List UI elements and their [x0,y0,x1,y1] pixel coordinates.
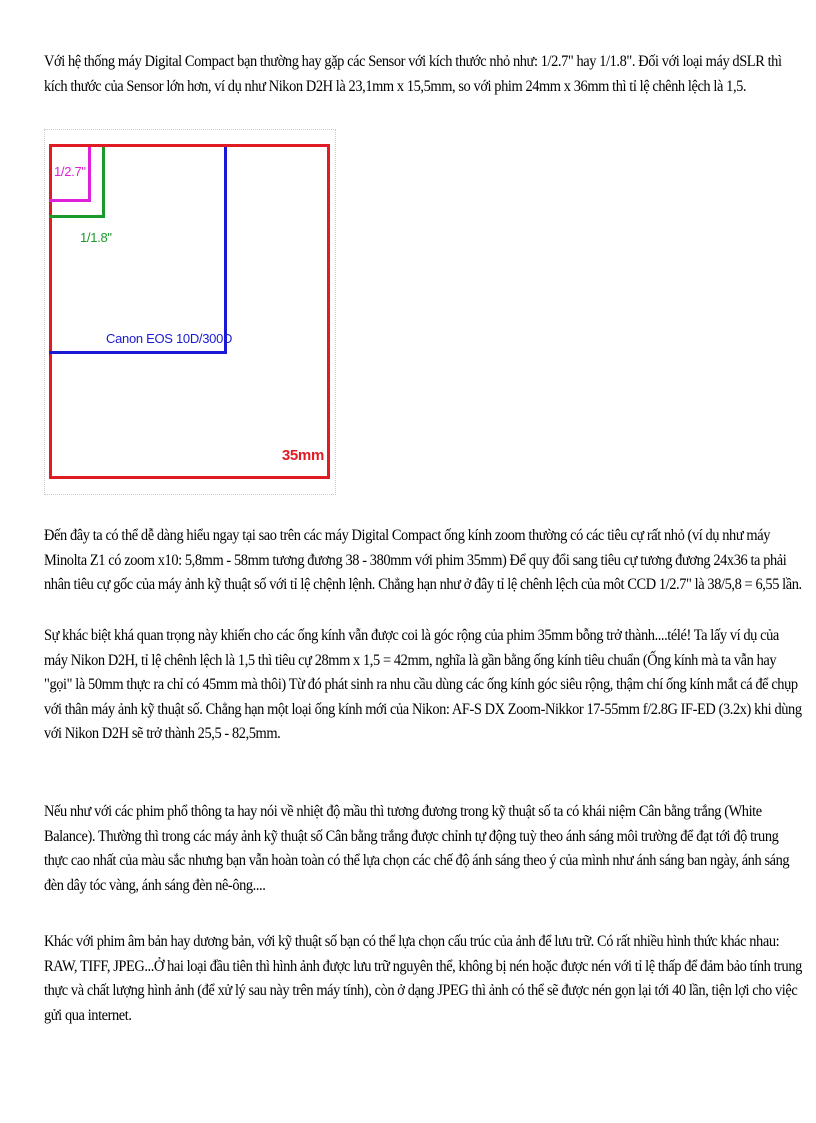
paragraph-focal-length: Đến đây ta có thể dễ dàng hiểu ngay tại sao trên các máy Digital Compact ống kính zoom thường có các tiêu cự rất nhỏ (ví dụ như máy Minolta Z1 có zoom x10: 5,8mm - 58mm tương đương 38 - 380mm với phim 35mm) Để quy đổi sang tiêu cự tương đương 24x36 ta phải nhân tiêu cự gốc của máy ảnh kỹ thuật số với tỉ lệ chệnh lệnh. Chẳng hạn như ở đây tỉ lệ chênh lệch của môt CCD 1/2.7" là 38/5,8 = 6,55 lần. [44,527,802,593]
label-canon-eos: Canon EOS 10D/300D [106,331,233,346]
label-1-1-8: 1/1.8" [80,230,112,245]
paragraph-sensor-sizes: Với hệ thống máy Digital Compact bạn thường hay gặp các Sensor với kích thước nhỏ như: 1/2.7" hay 1/1.8". Đối với loại máy dSLR thì kích thước của Sensor lớn hơn, ví dụ như Nikon D2H là 23,1mm x 15,5mm, so với phim 24mm x 36mm thì tỉ lệ chênh lệch là 1,5. [44,53,782,95]
paragraph-file-formats: Khác với phim âm bản hay dương bản, với kỹ thuật số bạn có thể lựa chọn cấu trúc của ảnh để lưu trữ. Có rất nhiều hình thức khác nhau: RAW, TIFF, JPEG...Ở hai loại đầu tiên thì hình ảnh được lưu trữ nguyên thể, không bị nén hoặc được nén với tỉ lệ thấp để đảm bảo tính trung thực và chất lượng hình ảnh (để xử lý sau này trên máy tính), còn ở dạng JPEG thì ảnh có thể sẽ được nén gọn lại tới 40 lần, tiện lợi cho việc gửi qua internet. [44,933,802,1024]
label-1-2-7: 1/2.7" [54,164,86,179]
paragraph-crop-factor: Sự khác biệt khá quan trọng này khiến cho các ống kính vẫn được coi là góc rộng của phim 35mm bỗng trở thành....télé! Ta lấy ví dụ của máy Nikon D2H, tỉ lệ chênh lệch là 1,5 thì tiêu cự 28mm x 1,5 = 42mm, nghĩa là gần bằng ống kính tiêu chuẩn (Ống kính mà ta vẫn hay "gọi" là 50mm thực ra chỉ có 45mm mà thôi) Từ đó phát sinh ra nhu cầu dùng các ống kính góc siêu rộng, thậm chí ống kính mắt cá để chụp với thân máy ảnh kỹ thuật số. Chẳng hạn một loại ống kính mới của Nikon: AF-S DX Zoom-Nikkor 17-55mm f/2.8G IF-ED (3.2x) khi dùng với Nikon D2H sẽ trở thành 25,5 - 82,5mm. [44,627,802,742]
label-35mm: 35mm [281,447,324,464]
sensor-size-diagram [44,129,336,495]
paragraph-white-balance: Nếu như với các phim phổ thông ta hay nói về nhiệt độ mầu thì tương đương trong kỹ thuật số ta có khái niệm Cân bằng trắng (White Balance). Thường thì trong các máy ảnh kỹ thuật số Cân bằng trắng được chỉnh tự động tuỳ theo ánh sáng môi trường để đạt tới độ trung thực cao nhất của màu sắc nhưng bạn vẫn hoàn toàn có thể lựa chọn các chế độ ánh sáng theo ý của mình như ánh sáng ban ngày, ánh sáng đèn dây tóc vàng, ánh sáng đèn nê-ông.... [44,803,790,894]
